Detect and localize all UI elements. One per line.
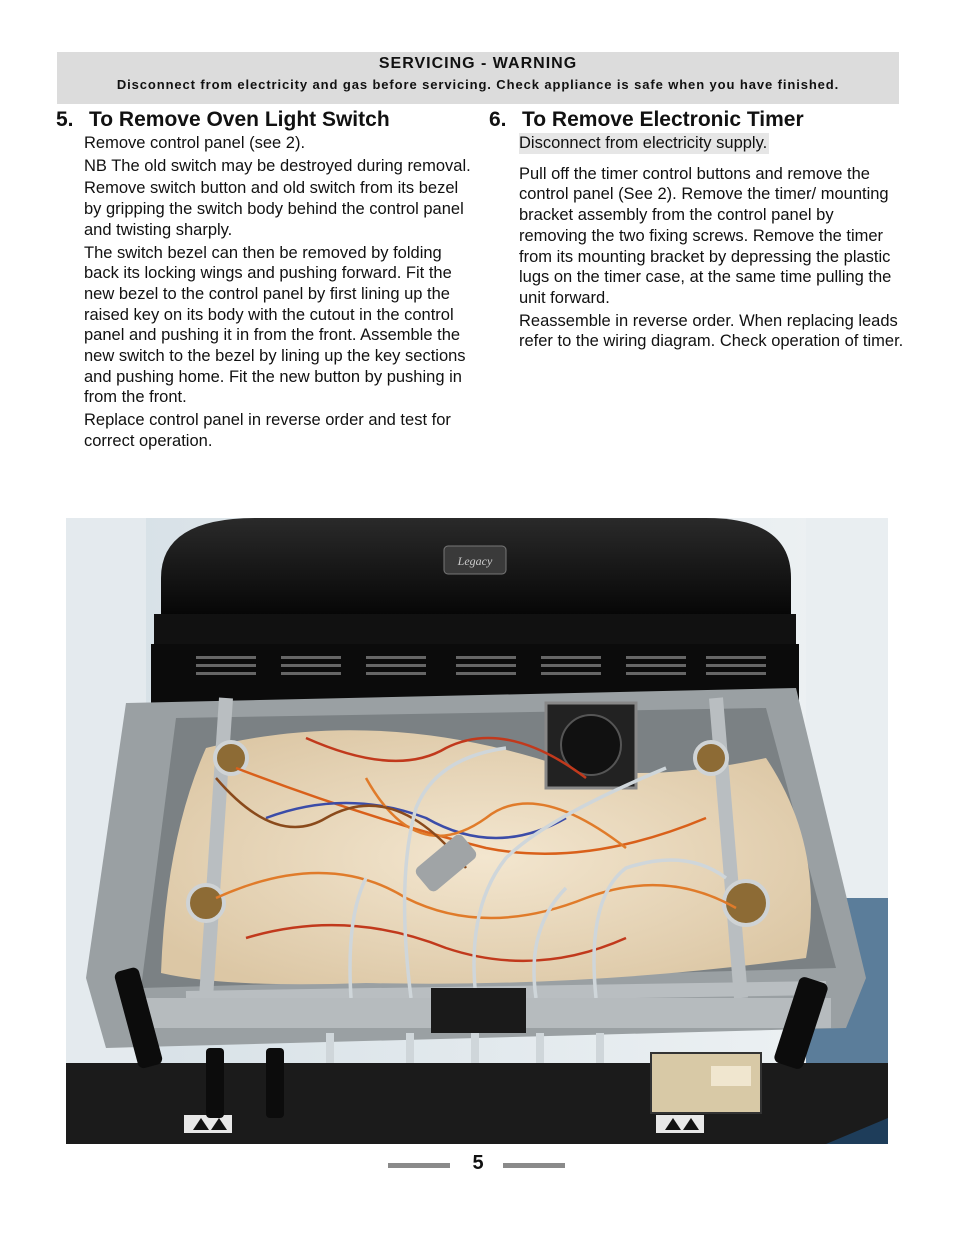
section-title: To Remove Oven Light Switch <box>89 108 390 131</box>
paragraph: Pull off the timer control buttons and remove the control panel (See 2). Remove the timer/ mounting bracket assembly from the control panel by removing the two fixing screws. Remove the timer from its mounting bracket by depressing the plastic lugs on the timer case, at the same time pulling the unit forward. <box>519 164 892 307</box>
section-heading <box>489 108 904 132</box>
paragraph: Remove control panel (see 2). <box>84 134 306 152</box>
photo-illustration <box>66 518 888 1144</box>
paragraph: The switch bezel can then be removed by folding back its locking wings and pushing forward. Fit the new bezel to the control panel by first lining up the raised key on its body with the cutout in the control panel and pushing it in from the front. Assemble the new switch to the bezel by lining up the key sections and pushing home. Fit the new button by pushing in from the front. <box>84 243 466 407</box>
servicing-warning-box <box>57 52 899 104</box>
paragraph: Remove switch button and old switch from its bezel by gripping the switch body behind the control panel and twisting sharply. <box>84 179 464 239</box>
cooker-wiring-photo <box>66 518 888 1144</box>
footer-rule-left <box>388 1163 450 1168</box>
section-number: 5. <box>56 108 74 131</box>
brand-badge: Legacy <box>457 554 493 568</box>
highlighted-paragraph: Disconnect from electricity supply. <box>519 134 768 152</box>
page-number: 5 <box>472 1152 484 1174</box>
section-heading <box>56 108 476 132</box>
section-title: To Remove Electronic Timer <box>522 108 804 131</box>
section-body <box>519 133 904 352</box>
section-number: 6. <box>489 108 507 131</box>
page-footer <box>0 1150 954 1180</box>
section-remove-oven-light-switch <box>56 108 476 454</box>
section-body <box>84 133 476 452</box>
section-remove-electronic-timer <box>489 108 904 354</box>
footer-rule-right <box>503 1163 565 1168</box>
paragraph: Replace control panel in reverse order and test for correct operation. <box>84 411 451 450</box>
paragraph: NB The old switch may be destroyed during removal. <box>84 156 471 175</box>
warning-title: SERVICING - WARNING <box>378 55 578 72</box>
warning-text: Disconnect from electricity and gas before servicing. Check appliance is safe when you have finished. <box>116 77 840 92</box>
paragraph: Reassemble in reverse order. When replacing leads refer to the wiring diagram. Check operation of timer. <box>519 311 904 351</box>
